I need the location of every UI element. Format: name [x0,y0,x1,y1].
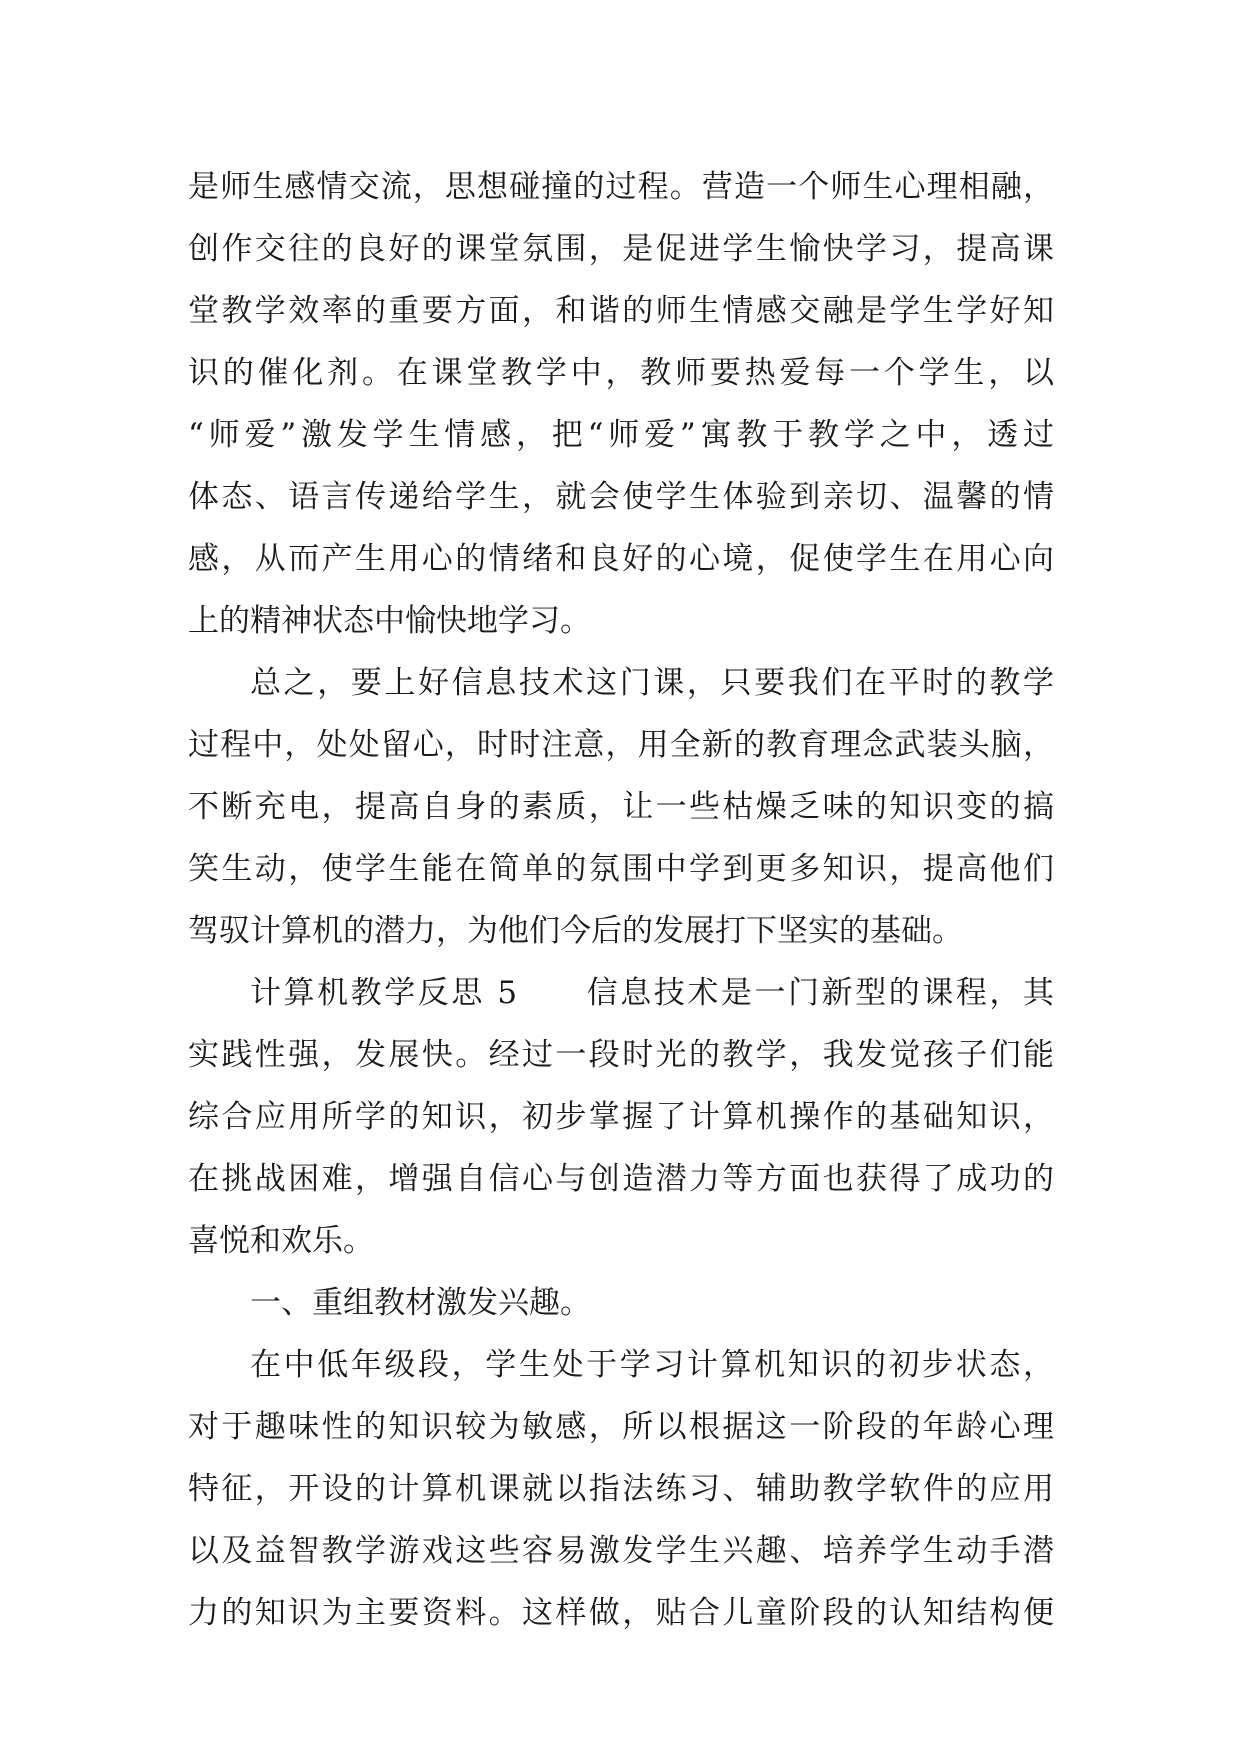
text-line: 一、重组教材激发兴趣。 [250,1285,591,1321]
text-line: 体态、语言传递给学生，就会使学生体验到亲切、温馨的情 [188,479,1054,515]
text-line: 笑生动，使学生能在简单的氛围中学到更多知识，提高他们 [188,851,1054,887]
text-line: 过程中，处处留心，时时注意，用全新的教育理念武装头脑， [188,727,1054,763]
text-line: 上的精神状态中愉快地学习。 [188,603,591,639]
text-line: 不断充电，提高自身的素质，让一些枯燥乏味的知识变的搞 [188,789,1054,825]
text-line: 对于趣味性的知识较为敏感，所以根据这一阶段的年龄心理 [188,1409,1054,1445]
text-line: 堂教学效率的重要方面，和谐的师生情感交融是学生学好知 [188,293,1054,329]
text-line: 总之，要上好信息技术这门课，只要我们在平时的教学 [250,665,1054,701]
text-line: 驾驭计算机的潜力，为他们今后的发展打下坚实的基础。 [188,913,963,949]
text-line: 是师生感情交流，思想碰撞的过程。营造一个师生心理相融， [188,169,1054,205]
text-line: 在挑战困难，增强自信心与创造潜力等方面也获得了成功的 [188,1161,1054,1197]
text-line: 计算机教学反思 5 信息技术是一门新型的课程，其 [250,975,1054,1011]
text-line: 实践性强，发展快。经过一段时光的教学，我发觉孩子们能 [188,1037,1054,1073]
text-line: 感，从而产生用心的情绪和良好的心境，促使学生在用心向 [188,541,1054,577]
text-line: 识的催化剂。在课堂教学中，教师要热爱每一个学生，以 [188,355,1054,391]
text-line: 力的知识为主要资料。这样做，贴合儿童阶段的认知结构便 [188,1595,1054,1631]
text-line: “师爱”激发学生情感，把“师爱”寓教于教学之中，透过 [188,417,1054,453]
text-line: 喜悦和欢乐。 [188,1223,374,1259]
text-line: 以及益智教学游戏这些容易激发学生兴趣、培养学生动手潜 [188,1533,1054,1569]
text-line: 特征，开设的计算机课就以指法练习、辅助教学软件的应用 [188,1471,1054,1507]
body-text [188,156,1054,1644]
text-line: 创作交往的良好的课堂氛围，是促进学生愉快学习，提高课 [188,231,1054,267]
text-line: 在中低年级段，学生处于学习计算机知识的初步状态， [250,1347,1054,1383]
text-line: 综合应用所学的知识，初步掌握了计算机操作的基础知识， [188,1099,1054,1135]
